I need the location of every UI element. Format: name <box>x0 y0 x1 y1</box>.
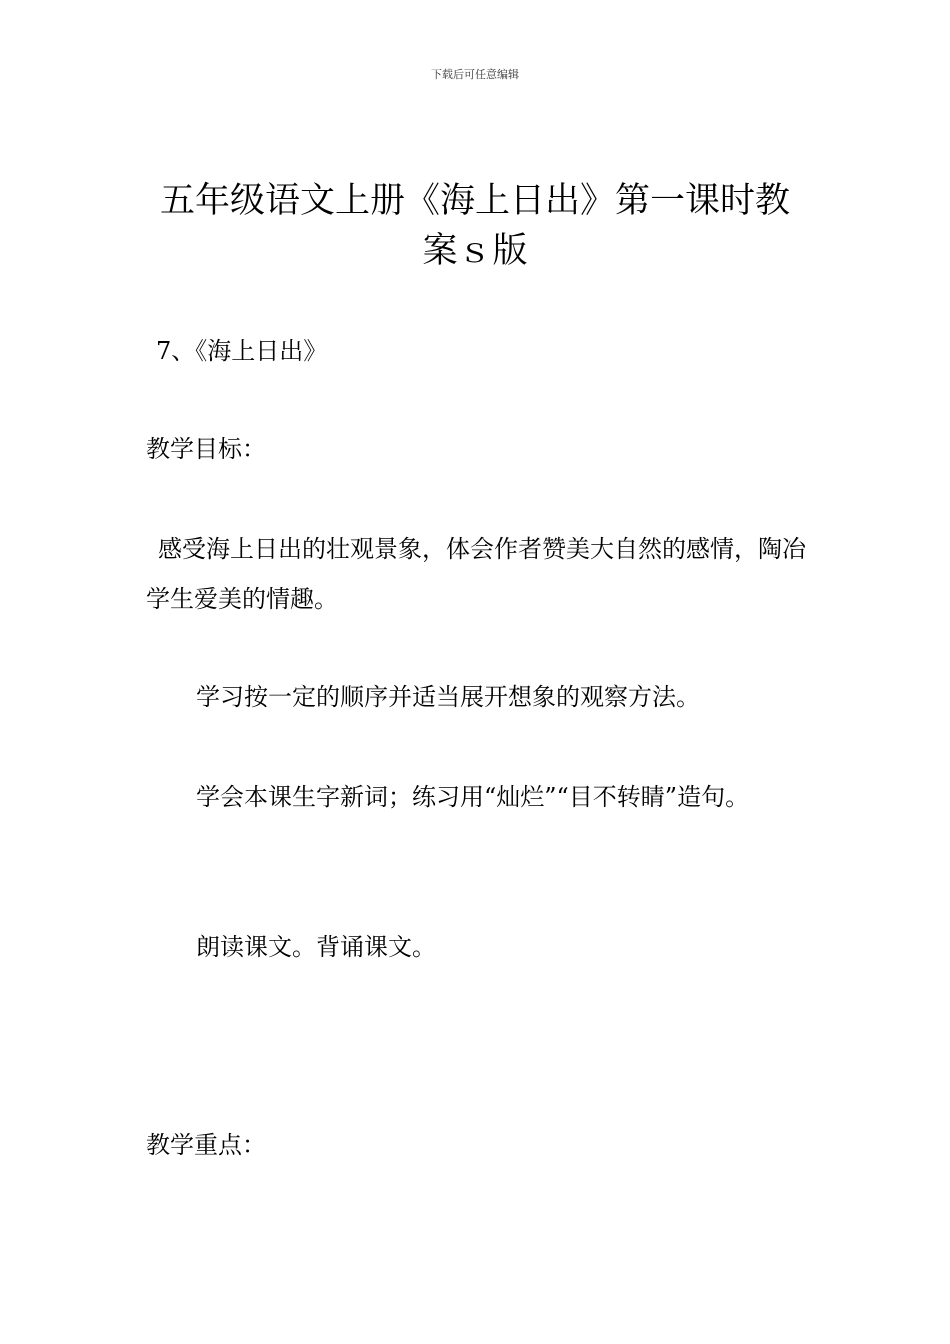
objectives-heading: 教学目标： <box>146 435 266 463</box>
objective-item: 朗读课文。背诵课文。 <box>196 933 436 961</box>
objective-item: 学会本课生字新词；练习用“灿烂”“目不转睛”造句。 <box>196 783 750 811</box>
document-title: 五年级语文上册《海上日出》第一课时教案ｓ版 <box>159 181 790 271</box>
objective-item: 学习按一定的顺序并适当展开想象的观察方法。 <box>196 683 700 711</box>
lesson-heading: 7、《海上日出》 <box>156 337 328 365</box>
objective-item: 感受海上日出的壮观景象，体会作者赞美大自然的感情，陶冶学生爱美的情趣。 <box>146 535 806 613</box>
key-points-heading: 教学重点： <box>146 1131 266 1159</box>
header-note: 下载后可任意编辑 <box>431 68 519 81</box>
